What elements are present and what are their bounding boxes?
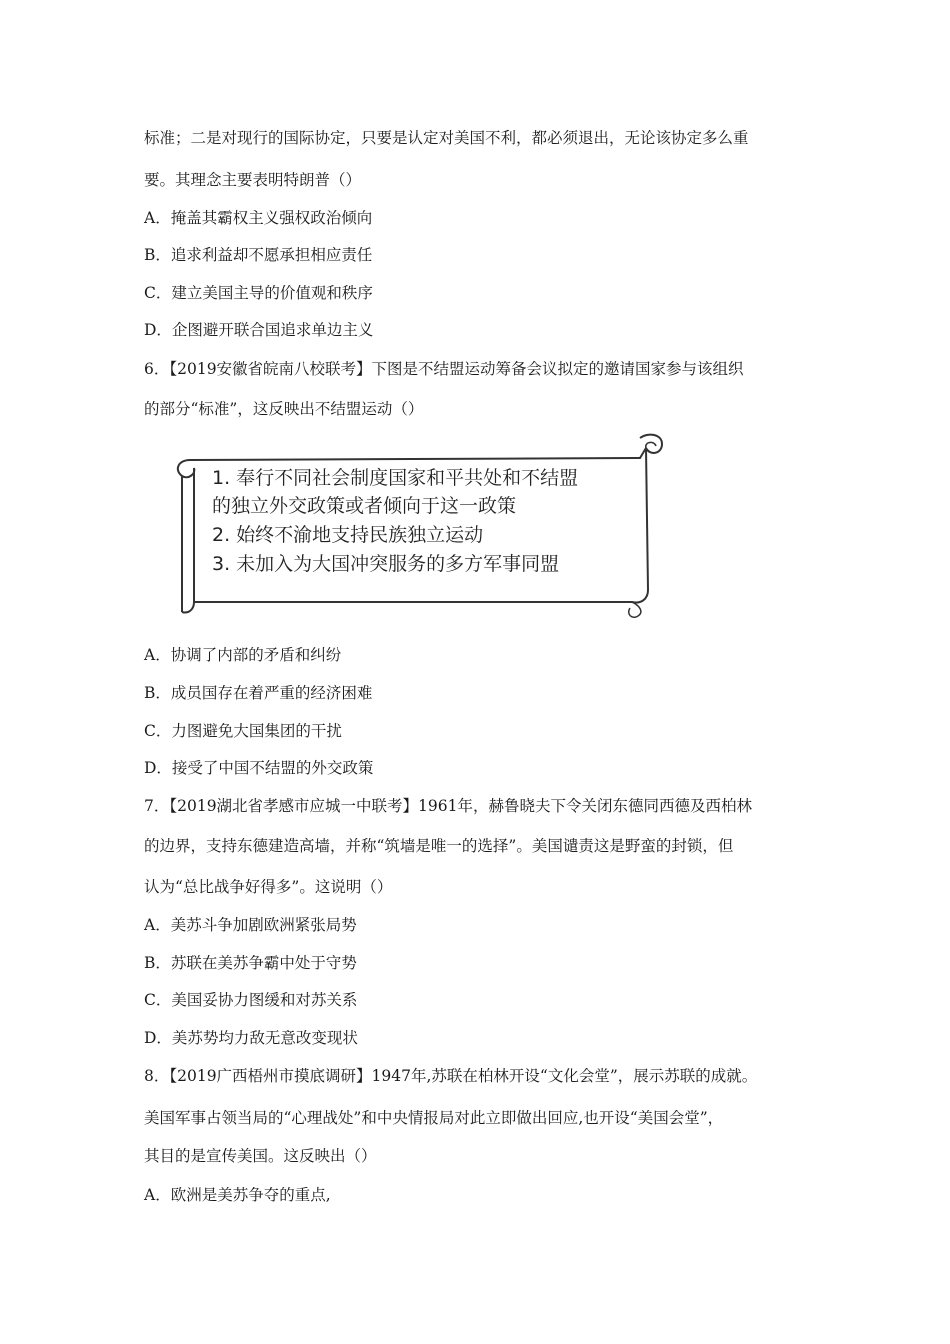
figure-line-2: 的独立外交政策或者倾向于这一政策: [212, 495, 517, 517]
q5-option-a: A．掩盖其霸权主义强权政治倾向: [144, 209, 373, 227]
q6-scroll-figure: [170, 430, 670, 620]
q7-stem-line1: 7．【2019湖北省孝感市应城一中联考】1961年，赫鲁晓夫下令关闭东德同西德及西柏林: [144, 797, 753, 815]
q6-option-c: C．力图避免大国集团的干扰: [144, 722, 342, 740]
figure-line-4: 3. 未加入为大国冲突服务的多方军事同盟: [212, 553, 560, 575]
q7-option-a: A．美苏斗争加剧欧洲紧张局势: [144, 916, 357, 934]
q5-option-d: D．企图避开联合国追求单边主义: [144, 321, 374, 339]
q7-stem-line3: 认为“总比战争好得多”。这说明（）: [144, 878, 393, 896]
q6-option-a: A．协调了内部的矛盾和纠纷: [144, 646, 342, 664]
figure-line-3: 2. 始终不渝地支持民族独立运动: [212, 524, 484, 546]
q5-stem-line2: 要。其理念主要表明特朗普（）: [144, 171, 362, 189]
q8-option-a: A．欧洲是美苏争夺的重点,: [144, 1186, 331, 1204]
q7-option-b: B．苏联在美苏争霸中处于守势: [144, 954, 357, 972]
q7-option-d: D．美苏势均力敌无意改变现状: [144, 1029, 358, 1047]
figure-line-1: 1. 奉行不同社会制度国家和平共处和不结盟: [212, 467, 579, 489]
q7-option-c: C．美国妥协力图缓和对苏关系: [144, 991, 358, 1009]
q5-option-c: C．建立美国主导的价值观和秩序: [144, 284, 373, 302]
q8-stem-line1: 8．【2019广西梧州市摸底调研】1947年,苏联在柏林开设“文化会堂”，展示苏联的成就。: [144, 1067, 758, 1085]
q8-stem-line3: 其目的是宣传美国。这反映出（）: [144, 1147, 377, 1165]
q6-stem-line2: 的部分“标准”，这反映出不结盟运动（）: [144, 400, 424, 418]
q5-option-b: B．追求利益却不愿承担相应责任: [144, 246, 373, 264]
q6-stem-line1: 6．【2019安徽省皖南八校联考】下图是不结盟运动筹备会议拟定的邀请国家参与该组织: [144, 360, 744, 378]
q5-stem-line1: 标准；二是对现行的国际协定，只要是认定对美国不利，都必须退出，无论该协定多么重: [144, 129, 749, 147]
q8-stem-line2: 美国军事占领当局的“心理战处”和中央情报局对此立即做出回应,也开设“美国会堂”，: [144, 1109, 724, 1127]
q7-stem-line2: 的边界，支持东德建造高墙，并称“筑墙是唯一的选择”。美国谴责这是野蛮的封锁，但: [144, 837, 734, 855]
q6-option-d: D．接受了中国不结盟的外交政策: [144, 759, 374, 777]
q6-option-b: B．成员国存在着严重的经济困难: [144, 684, 373, 702]
